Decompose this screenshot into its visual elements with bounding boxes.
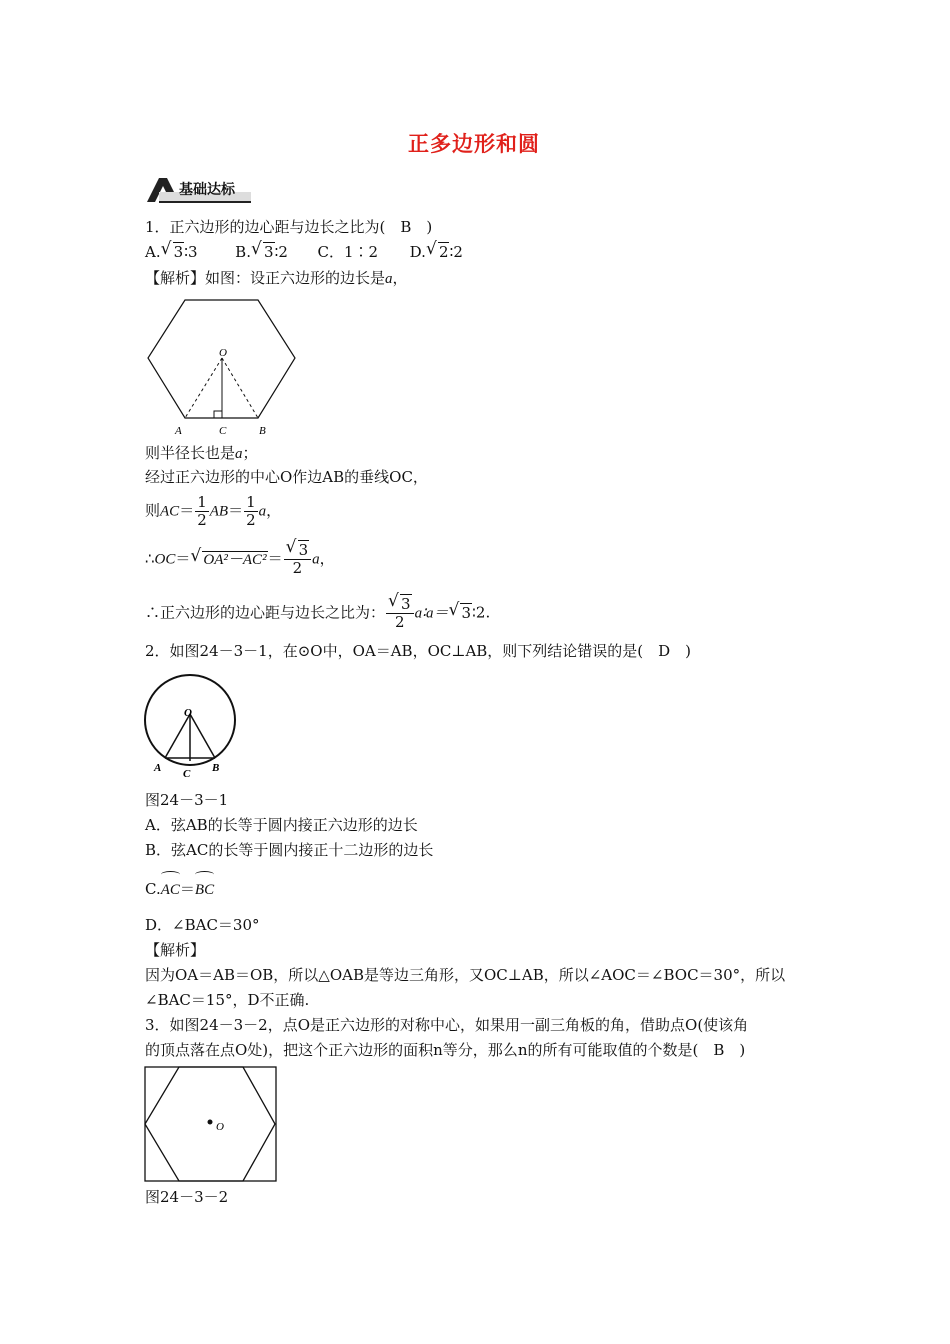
q2-opt-a: A．弦AB的长等于圆内接正六边形的边长 [145,816,418,834]
q1-line3: 则AC＝ $\frac{1}{2}$ AB＝ $\frac{1}{2}$ a， [145,493,282,529]
q1-line1: 则半径长也是a； [145,444,258,462]
q1-line4: ∴OC＝ √ OA²－AC²＝ √ 3 2 a， [145,537,335,577]
q1-label-a: A [175,425,182,437]
q1-line2: 经过正六边形的中心O作边AB的垂线OC， [145,468,428,486]
q2-label-a: A [154,762,162,774]
q2-opt-c: C. AC＝ BC [145,879,214,900]
section-badge [145,176,255,204]
q2-stem: 2．如图24－3－1，在⊙O中，OA＝AB，OC⊥AB，则下列结论错误的是( D ) [145,642,692,660]
q1-options [145,239,463,262]
q2-analysis-2: ∠BAC＝15°，D不正确. [145,991,310,1009]
q2-analysis-1: 因为OA＝AB＝OB，所以△OAB是等边三角形，又OC⊥AB，所以∠AOC＝∠BOC＝30°，所以 [145,966,786,984]
q1-opt-c: C．1∶2 [317,243,379,261]
q2-label-o: O [184,707,192,719]
q2-opt-b: B．弦AC的长等于圆内接正十二边形的边长 [145,841,434,859]
q1-label-o: O [219,347,227,359]
section-badge-label: 基础达标 [179,182,235,198]
q1-label-b: B [259,425,266,437]
page-title: 正多边形和圆 [408,132,540,156]
q1-opt-a: A. √ 3∶3 [145,239,198,261]
q1-label-c: C [219,425,227,437]
q1-opt-d: D. √ 2∶2 [409,239,463,261]
q2-label-c: C [183,768,191,780]
q2-label-b: B [212,762,220,774]
q2-analysis-head: 【解析】 [145,941,206,959]
q1-stem: 1．正六边形的边心距与边长之比为( B ) [145,218,433,236]
q2-caption: 图24－3－1 [145,791,229,809]
q3-stem-2: 的顶点落在点O处)，把这个正六边形的面积n等分，那么n的所有可能取值的个数是( B ) [145,1041,746,1059]
q3-caption: 图24－3－2 [145,1188,229,1206]
q1-opt-b: B. √ 3∶2 [235,239,288,261]
q3-stem-1: 3．如图24－3－2，点O是正六边形的对称中心，如果用一副三角板的角，借助点O(使该角 [145,1016,749,1034]
q2-opt-d: D．∠BAC＝30° [145,916,260,934]
q1-hexagon-figure [145,298,300,440]
q1-analysis: 【解析】如图：设正六边形的边长是a， [145,269,408,287]
q3-label-o: O [216,1121,224,1133]
q1-line5: ∴正六边形的边心距与边长之比为： √ 3 2 a∶a＝ √ 3∶2. [145,591,491,631]
q3-square-hexagon-figure [144,1066,278,1182]
q2-circle-figure [140,672,242,784]
